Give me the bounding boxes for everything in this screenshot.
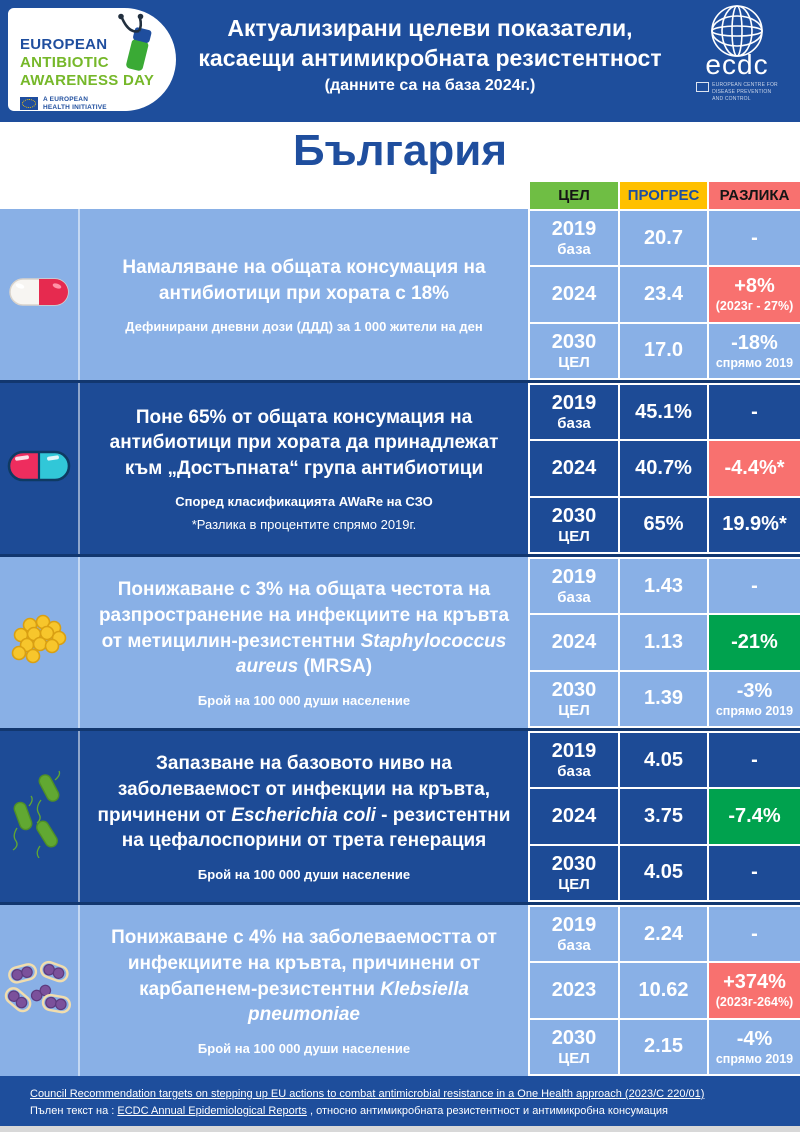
ecdc-reports-link[interactable]: ECDC Annual Epidemiological Reports [117, 1105, 307, 1118]
diff-cell: - [709, 846, 800, 900]
row-description [80, 209, 528, 380]
value-cell: 4.05 [620, 846, 707, 900]
year-cell: 2030 ЦЕЛ [530, 672, 618, 726]
value-cell: 45.1% [620, 385, 707, 439]
target-row [0, 731, 800, 902]
diff-cell: +374% (2023г-264%) [709, 963, 800, 1017]
ecdc-logo-subtitle: EUROPEAN CENTRE FOR DISEASE PREVENTION AND CONTROL [712, 82, 778, 102]
year-cell: 2019 база [530, 559, 618, 613]
row-values-grid [528, 905, 800, 1076]
top-banner [0, 0, 800, 122]
value-cell: 65% [620, 498, 707, 552]
eu-flag-outline-icon [696, 82, 709, 92]
bottom-strip [0, 1126, 800, 1132]
footer-line2-pre: Пълен текст на : [30, 1105, 118, 1118]
country-title: България [292, 126, 508, 175]
value-cell: 10.62 [620, 963, 707, 1017]
row-title: Поне 65% от общата консумация на антибиотици при хората да принадлежат към „Достъпната“ група антибиотици [109, 406, 499, 479]
diff-cell: 19.9%* [709, 498, 800, 552]
diff-cell: -21% [709, 615, 800, 669]
year-cell: 2023 [530, 963, 618, 1017]
value-cell: 1.13 [620, 615, 707, 669]
banner-title-line3: (данните са на база 2024г.) [324, 76, 536, 94]
row-icon-cell [0, 209, 80, 380]
row-description [80, 905, 528, 1076]
stethoscope-icon [104, 10, 160, 79]
diff-cell: -4.4%* [709, 441, 800, 495]
row-icon-cell [0, 905, 80, 1076]
row-title-species: Klebsiella pneumoniae [248, 978, 469, 1026]
diff-cell: +8% (2023г - 27%) [709, 267, 800, 321]
row-icon-cell [0, 557, 80, 728]
year-cell: 2019 база [530, 385, 618, 439]
eaad-logo [8, 8, 176, 111]
banner-title [182, 13, 678, 95]
row-subtitle: Дефинирани дневни дози (ДДД) за 1 000 жители на ден [125, 319, 483, 335]
eaad-logo-line2: ANTIBIOTIC [20, 54, 109, 71]
header-goal: ЦЕЛ [530, 182, 618, 209]
value-cell: 40.7% [620, 441, 707, 495]
value-cell: 23.4 [620, 267, 707, 321]
diff-cell: - [709, 559, 800, 613]
row-values-grid [528, 209, 800, 380]
diff-cell: - [709, 733, 800, 787]
value-cell: 17.0 [620, 324, 707, 378]
ecoli-bacteria-icon [7, 770, 71, 863]
row-values-grid [528, 383, 800, 554]
target-row [0, 209, 800, 380]
row-subtitle: Брой на 100 000 души население [197, 1040, 411, 1056]
banner-title-line2: касаещи антимикробната резистентност [198, 45, 662, 72]
year-cell: 2024 [530, 267, 618, 321]
ecdc-logo [680, 4, 794, 102]
target-row [0, 557, 800, 728]
row-subtitle: Според класификацията AWaRe на СЗО [175, 494, 433, 510]
table-header [528, 182, 800, 209]
row-description [80, 731, 528, 902]
footer [0, 1076, 800, 1126]
row-icon-cell [0, 383, 80, 554]
row-values-grid [528, 731, 800, 902]
target-row [0, 383, 800, 554]
row-description [80, 557, 528, 728]
targets-table [0, 209, 800, 1076]
value-cell: 2.15 [620, 1020, 707, 1074]
header-progress: ПРОГРЕС [620, 182, 707, 209]
row-title-species: Escherichia coli [231, 804, 376, 826]
footer-line2-post: , относно антимикробната резистентност и антимикробна консумация [306, 1105, 668, 1118]
row-title: Понижаване с 3% на общата честота на разпространение на инфекциите на кръвта от метицилин-резистентни Staphylococcus aureus (MRSA) [98, 579, 510, 678]
eaad-logo-line1: EUROPEAN [20, 36, 108, 53]
row-title-species: Staphylococcus aureus [235, 630, 507, 678]
year-cell: 2024 [530, 441, 618, 495]
year-cell: 2030 ЦЕЛ [530, 846, 618, 900]
row-icon-cell [0, 731, 80, 902]
diff-cell: -4% спрямо 2019 [709, 1020, 800, 1074]
value-cell: 20.7 [620, 211, 707, 265]
row-description [80, 383, 528, 554]
value-cell: 1.39 [620, 672, 707, 726]
diff-cell: - [709, 907, 800, 961]
staphylococcus-cocci-icon [6, 613, 72, 672]
eaad-logo-line3: AWARENESS DAY [20, 72, 155, 89]
year-cell: 2024 [530, 789, 618, 843]
council-recommendation-link[interactable]: Council Recommendation targets on stepping up EU actions to combat antimicrobial resistance in a One Health approach (2023/C 220/01) [30, 1088, 705, 1100]
diff-cell: -18% спрямо 2019 [709, 324, 800, 378]
row-subtitle: Брой на 100 000 души население [197, 866, 411, 882]
year-cell: 2019 база [530, 211, 618, 265]
year-cell: 2024 [530, 615, 618, 669]
header-difference: РАЗЛИКА [709, 182, 800, 209]
year-cell: 2030 ЦЕЛ [530, 324, 618, 378]
row-subtitle-note: *Разлика в процентите спрямо 2019г. [191, 517, 417, 533]
eu-flag-icon [20, 97, 38, 110]
value-cell: 3.75 [620, 789, 707, 843]
year-cell: 2030 ЦЕЛ [530, 498, 618, 552]
target-row [0, 905, 800, 1076]
country-band [0, 122, 800, 209]
row-title: Понижаване с 4% на заболеваемостта от инфекциите на кръвта, причинени от карбапенем-резистентни Klebsiella pneumoniae [111, 927, 497, 1026]
row-title: Запазване на базовото ниво на заболеваемост от инфекции на кръвта, причинени от Escherichia coli - резистентни на цефалоспорини от трета генерация [97, 753, 511, 852]
diff-cell: -7.4% [709, 789, 800, 843]
diff-cell: - [709, 385, 800, 439]
capsule-red-white-icon [8, 271, 70, 318]
row-title: Намаляване на общата консумация на антибиотици при хората с 18% [122, 256, 486, 304]
value-cell: 2.24 [620, 907, 707, 961]
eaad-logo-subtitle: A EUROPEAN HEALTH INITIATIVE [43, 96, 107, 111]
year-cell: 2030 ЦЕЛ [530, 1020, 618, 1074]
diff-cell: - [709, 211, 800, 265]
year-cell: 2019 база [530, 907, 618, 961]
diff-cell: -3% спрямо 2019 [709, 672, 800, 726]
year-cell: 2019 база [530, 733, 618, 787]
capsule-pink-teal-icon [7, 445, 71, 492]
value-cell: 4.05 [620, 733, 707, 787]
klebsiella-bacteria-icon [4, 957, 74, 1024]
row-values-grid [528, 557, 800, 728]
ecdc-logo-name: ecdc [705, 49, 769, 80]
value-cell: 1.43 [620, 559, 707, 613]
row-subtitle: Брой на 100 000 души население [197, 692, 411, 708]
banner-title-line1: Актуализирани целеви показатели, [227, 15, 633, 41]
